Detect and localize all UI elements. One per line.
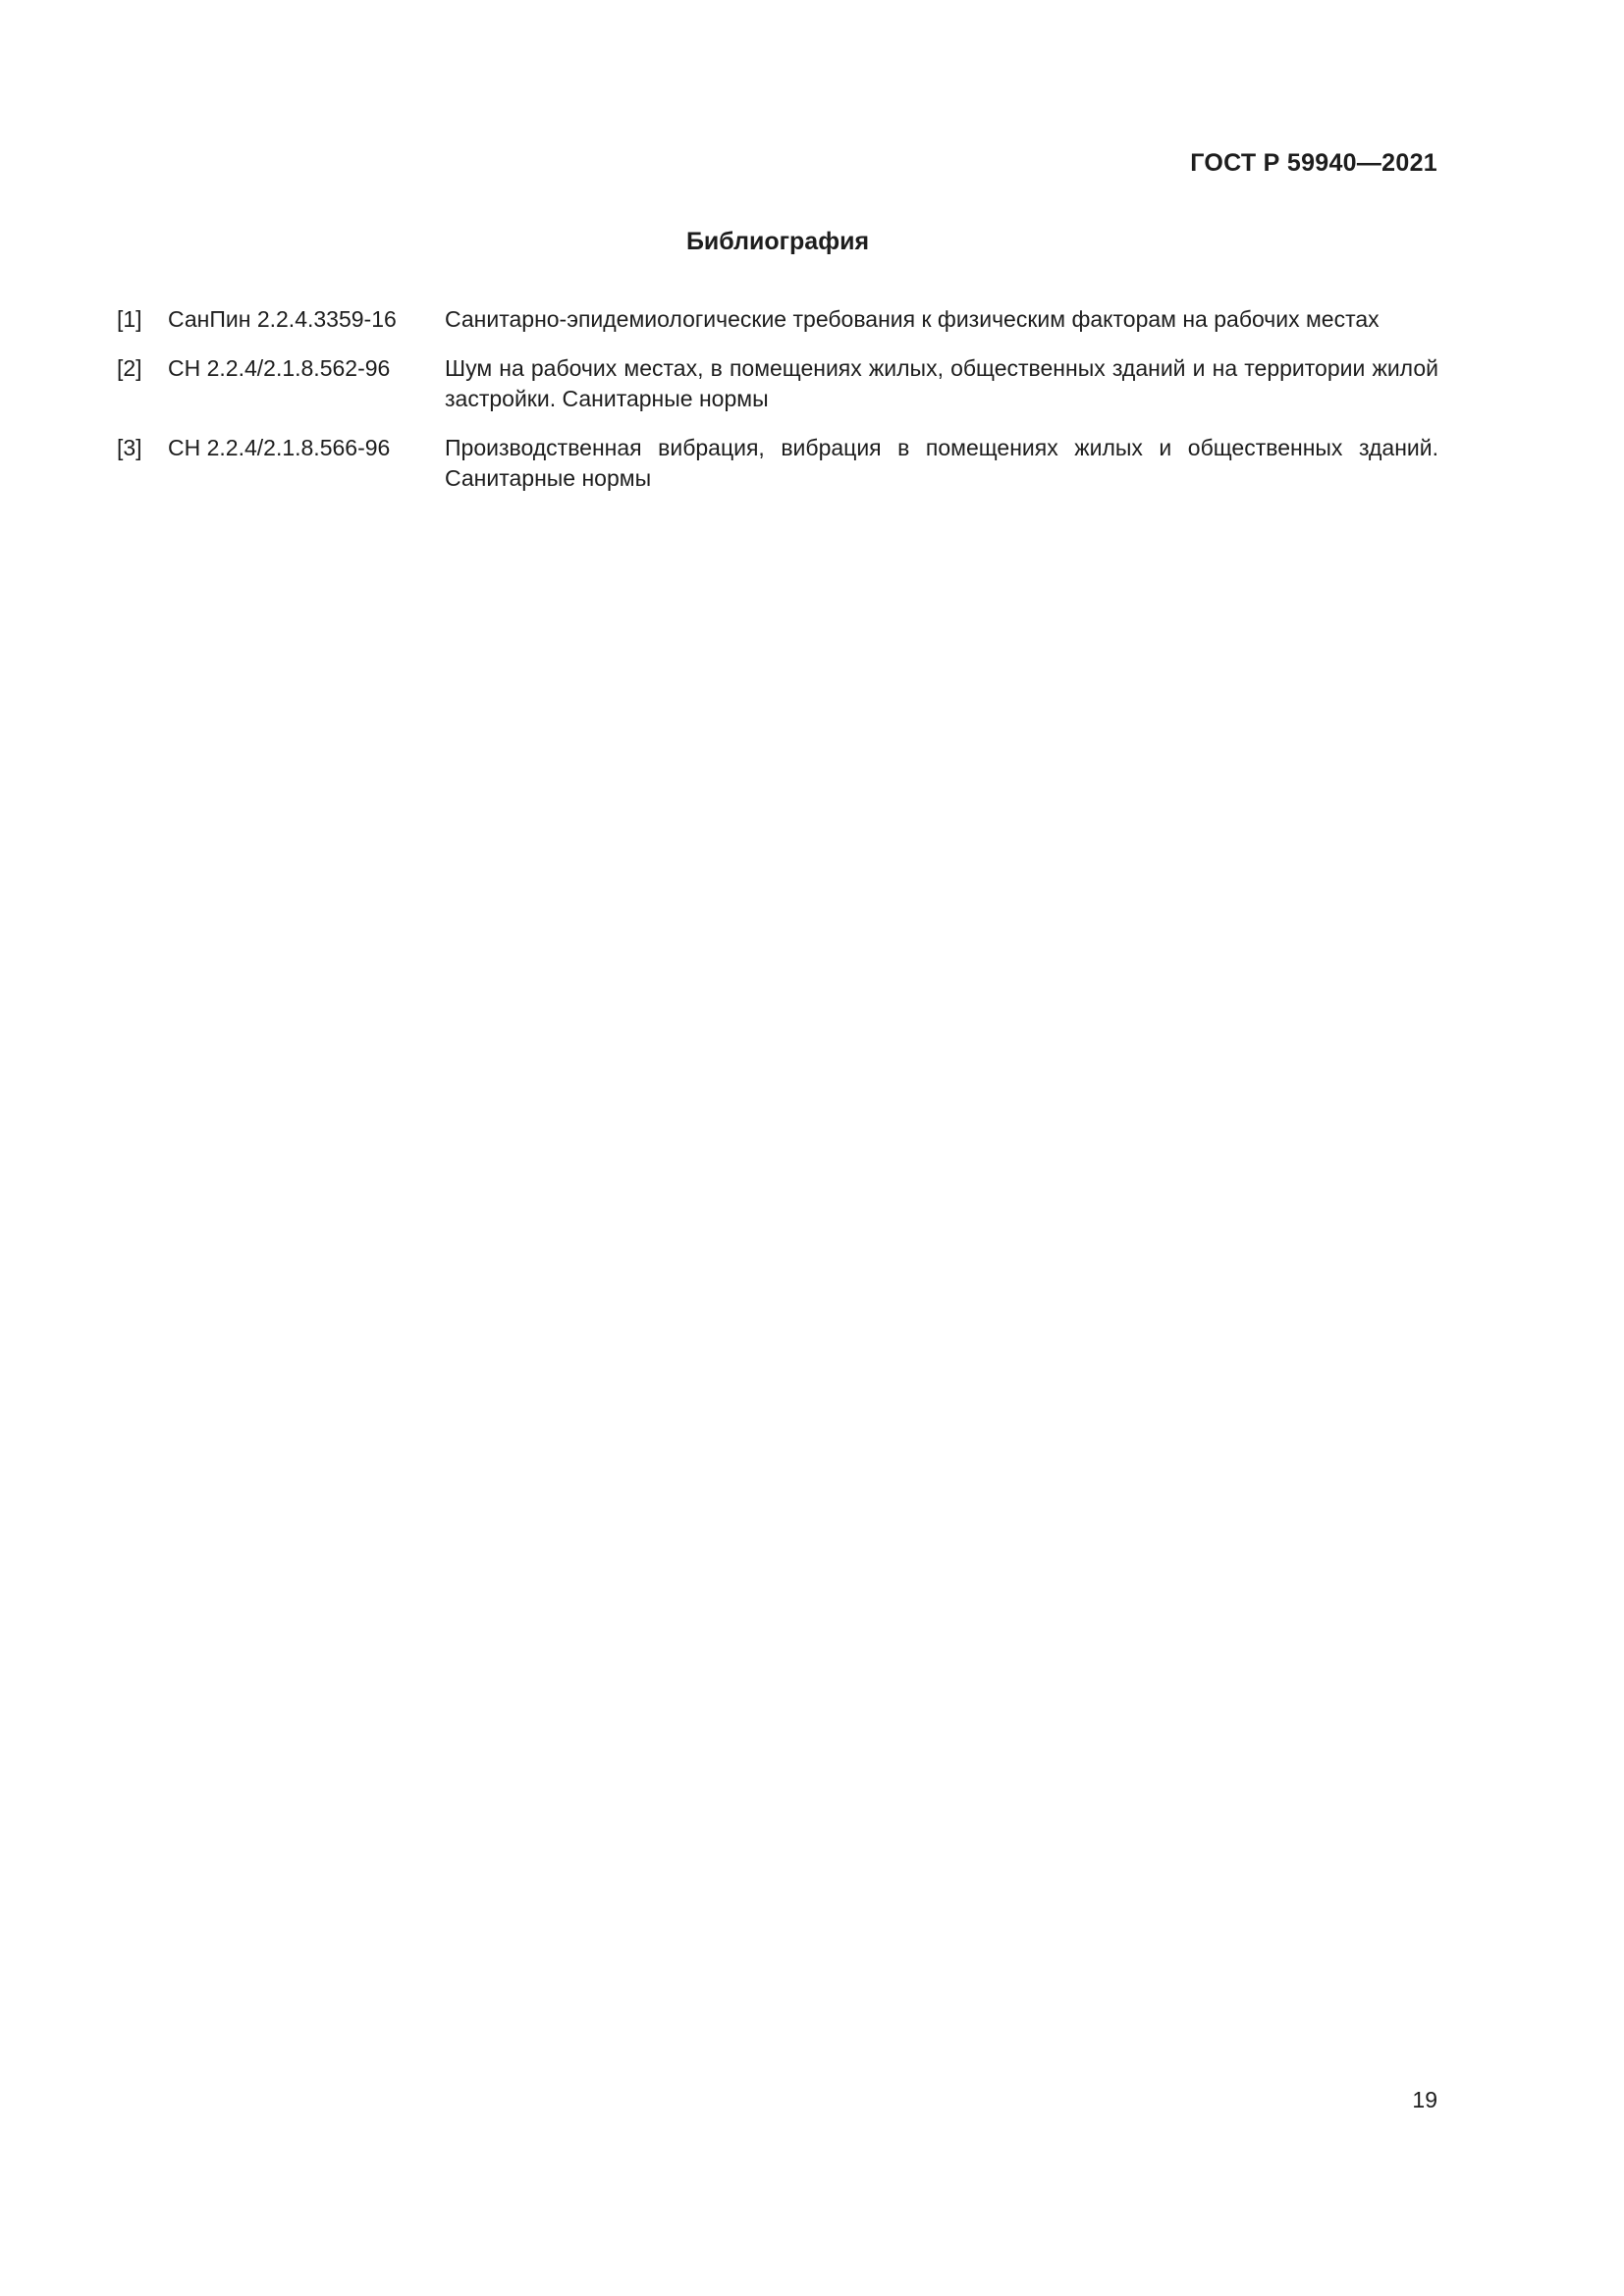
page-number: 19: [1412, 2087, 1437, 2112]
entry-number: [2]: [117, 355, 142, 381]
entry-number: [1]: [117, 306, 142, 332]
entry-title: Санитарно-эпидемиологические требования к физическим факторам на рабочих местах: [445, 306, 1380, 332]
bibliography-entry: [117, 304, 1438, 335]
entry-code: СН 2.2.4/2.1.8.566-96: [168, 435, 391, 460]
entry-code: СанПин 2.2.4.3359-16: [168, 306, 397, 332]
bibliography-entry: [117, 433, 1438, 494]
section-title: Библиография: [685, 228, 870, 255]
entry-number: [3]: [117, 435, 142, 460]
bibliography-entry: [117, 353, 1438, 414]
entry-title: Шум на рабочих местах, в помещениях жилых, общественных зданий и на территории жилой застройки. Санитарные нормы: [445, 355, 1438, 411]
document-code: ГОСТ Р 59940—2021: [1190, 149, 1437, 177]
bibliography-list: [117, 304, 1438, 512]
entry-title: Производственная вибрация, вибрация в помещениях жилых и общественных зданий. Санитарные нормы: [445, 435, 1438, 491]
entry-code: СН 2.2.4/2.1.8.562-96: [168, 355, 391, 381]
